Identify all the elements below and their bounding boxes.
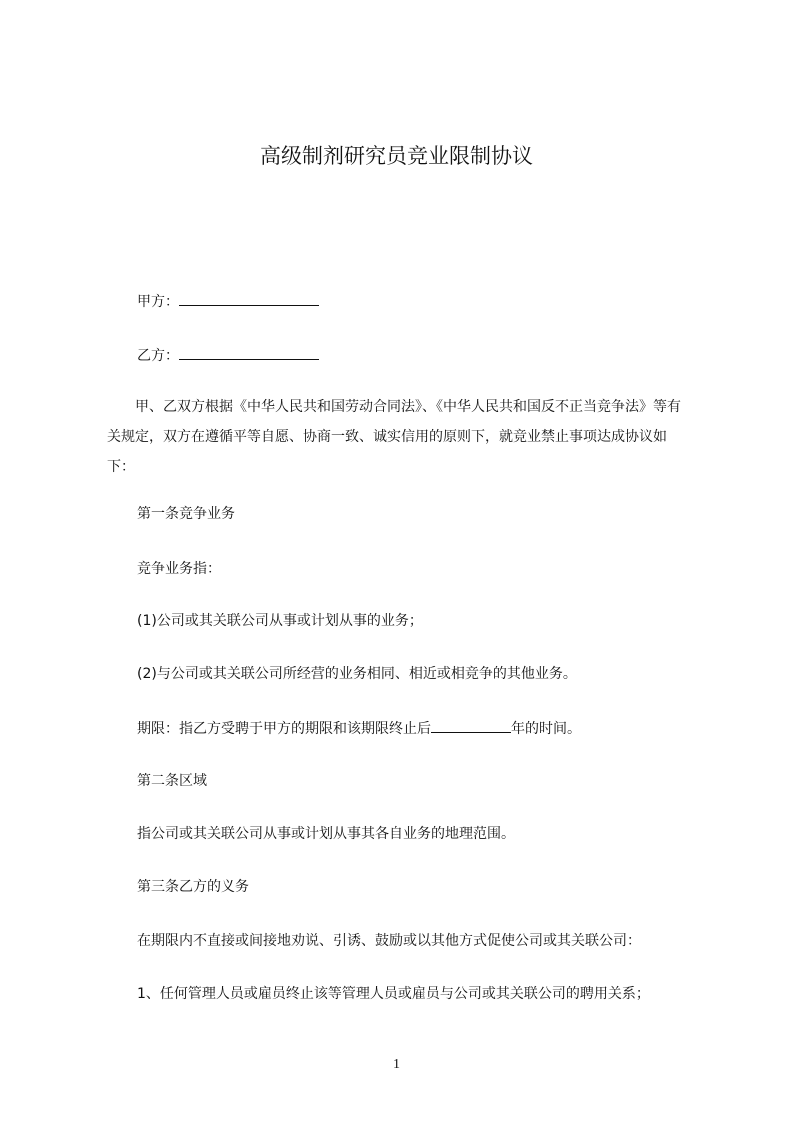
intro-paragraph: 甲、乙双方根据《中华人民共和国劳动合同法》、《中华人民共和国反不正当竞争法》等有关规定，双方在遵循平等自愿、协商一致、诚实信用的原则下，就竞业禁止事项达成协议如下： — [107, 399, 681, 475]
term-prefix: 期限：指乙方受聘于甲方的期限和该期限终止后 — [137, 721, 431, 737]
party-a-line — [137, 291, 319, 311]
term-line — [137, 718, 581, 738]
section-3-heading: 第三条乙方的义务 — [137, 879, 249, 895]
section-1-definition: 竞争业务指： — [137, 561, 221, 577]
party-a-blank[interactable] — [179, 291, 319, 306]
section-1-item-2: (2)与公司或其关联公司所经营的业务相同、相近或相竞争的其他业务。 — [137, 666, 577, 682]
page-number: 1 — [393, 1057, 400, 1072]
party-b-blank[interactable] — [179, 345, 319, 360]
section-1-heading: 第一条竞争业务 — [137, 506, 235, 522]
section-1-item-1: (1)公司或其关联公司从事或计划从事的业务； — [137, 613, 423, 629]
party-a-label: 甲方： — [137, 294, 179, 310]
document-title: 高级制剂研究员竞业限制协议 — [260, 144, 533, 168]
party-b-line — [137, 345, 319, 365]
party-b-label: 乙方： — [137, 348, 179, 364]
term-years-blank[interactable] — [431, 718, 511, 733]
section-2-text: 指公司或其关联公司从事或计划从事其各自业务的地理范围。 — [137, 826, 515, 842]
section-3-item-1: 1、任何管理人员或雇员终止该等管理人员或雇员与公司或其关联公司的聘用关系； — [137, 986, 650, 1002]
section-3-text: 在期限内不直接或间接地劝说、引诱、鼓励或以其他方式促使公司或其关联公司： — [137, 933, 641, 949]
term-suffix: 年的时间。 — [511, 721, 581, 737]
section-2-heading: 第二条区域 — [137, 773, 207, 789]
